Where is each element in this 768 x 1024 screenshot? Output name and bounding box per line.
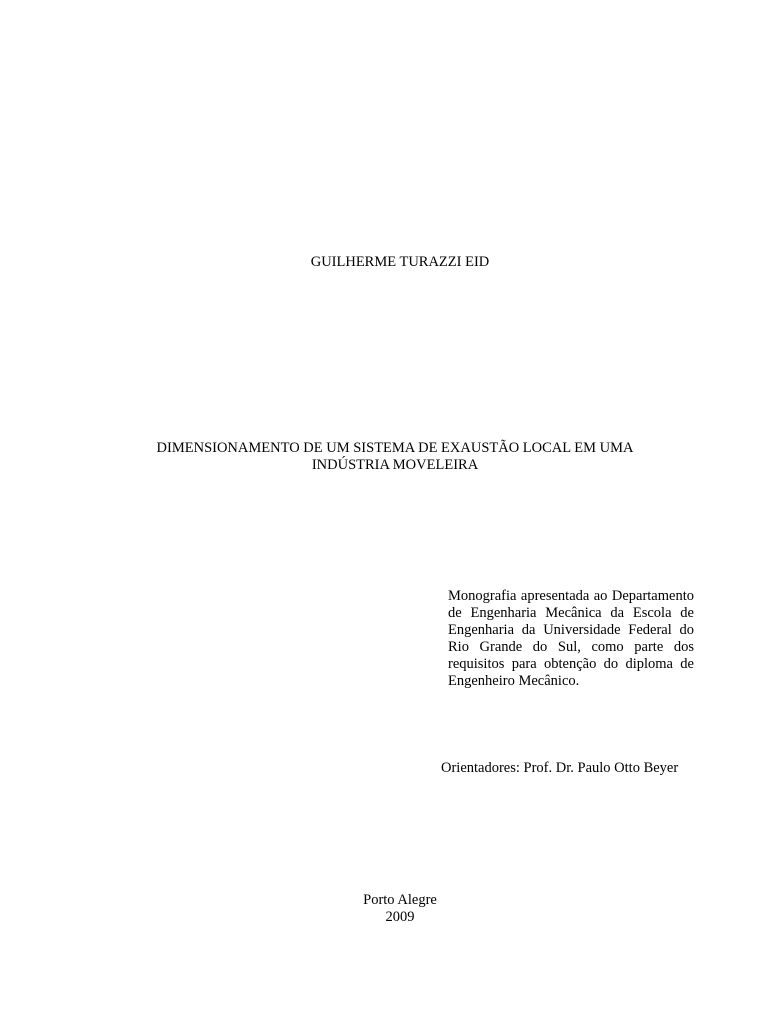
thesis-title [0, 440, 768, 474]
place: Porto Alegre [363, 892, 437, 908]
author-name: GUILHERME TURAZZI EID [310, 254, 490, 270]
advisors-line: Orientadores: Prof. Dr. Paulo Otto Beyer [441, 760, 679, 776]
thesis-title-line-2: INDÚSTRIA MOVELEIRA [311, 457, 479, 473]
year: 2009 [385, 909, 415, 925]
submission-statement: Monografia apresentada ao Departamento de Engenharia Mecânica da Escola de Engenharia da Universidade Federal do Rio Grande do Sul, como parte dos requisitos para obtenção do diploma de Engenheiro Mecânico. [448, 588, 694, 689]
place-and-year [0, 892, 768, 926]
thesis-title-line-1: DIMENSIONAMENTO DE UM SISTEMA DE EXAUSTÃO LOCAL EM UMA [156, 440, 634, 456]
